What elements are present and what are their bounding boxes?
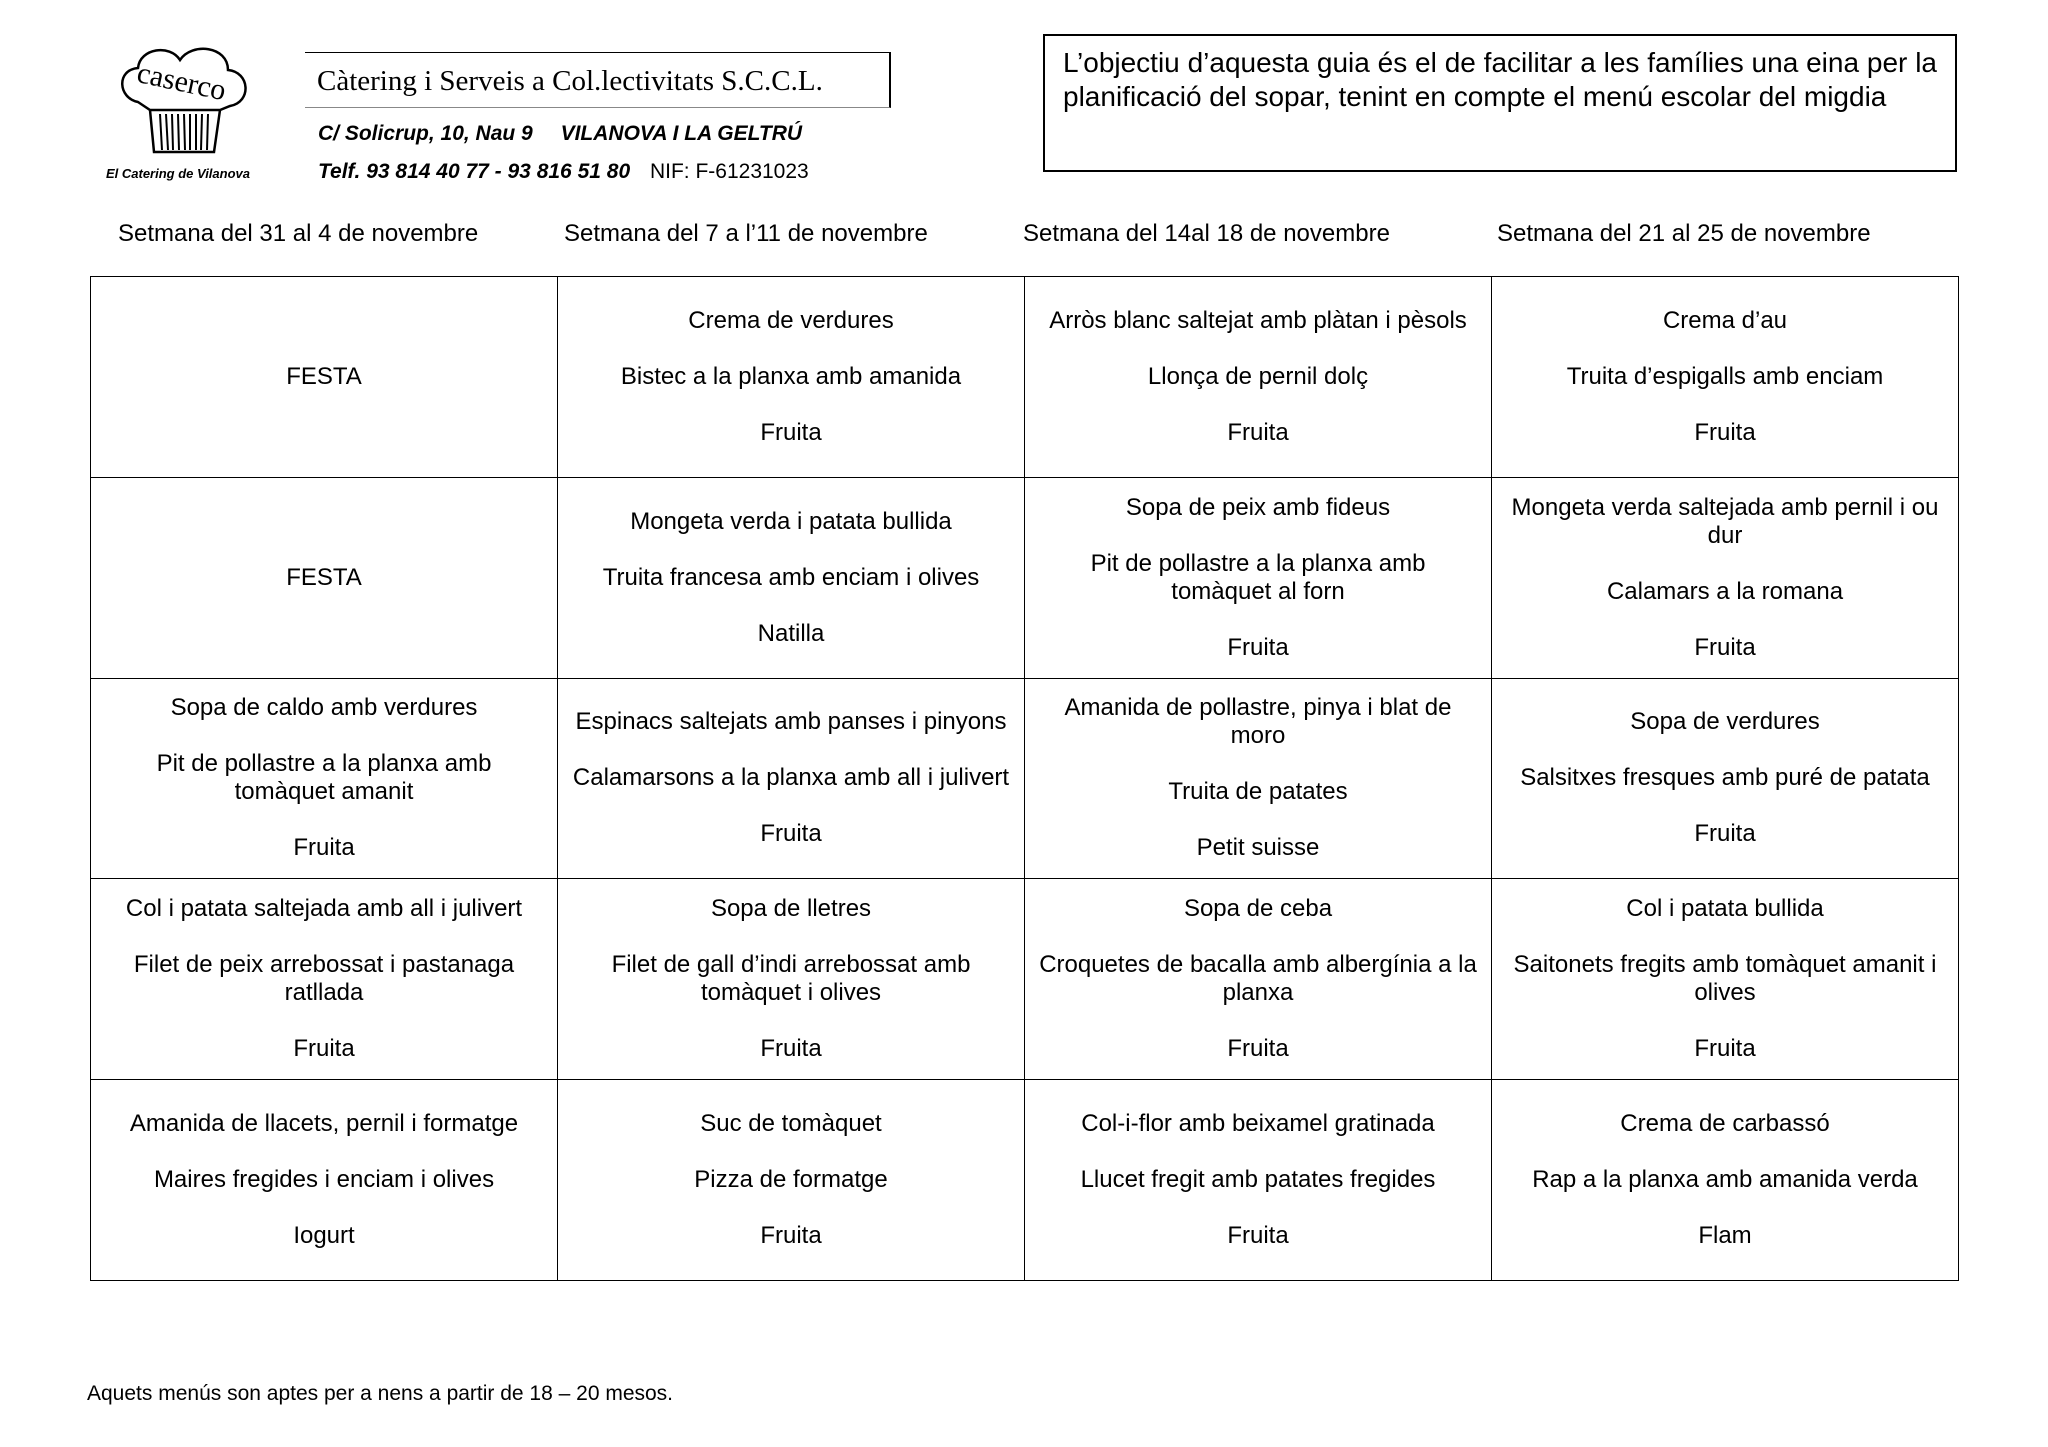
menu-dish: Sopa de caldo amb verdures bbox=[170, 694, 478, 722]
menu-cell bbox=[1492, 1080, 1959, 1281]
menu-dish: Fruita bbox=[760, 1035, 822, 1063]
menu-dish: Crema de verdures bbox=[688, 306, 894, 334]
menu-dish: Truita de patates bbox=[1168, 778, 1348, 806]
menu-dish: Fruita bbox=[1694, 1035, 1756, 1063]
menu-row bbox=[91, 879, 1959, 1080]
menu-dish: Fruita bbox=[760, 418, 822, 446]
menu-dish: Llucet fregit amb patates fregides bbox=[1080, 1166, 1436, 1194]
guide-purpose-notice: L’objectiu d’aquesta guia és el de facilitar a les famílies una eina per la planificació del sopar, tenint en compte el menú escolar del migdia bbox=[1043, 34, 1957, 172]
menu-dish: Pit de pollastre a la planxa amb tomàquet al forn bbox=[1090, 549, 1426, 605]
menu-dish: Filet de peix arrebossat i pastanaga ratllada bbox=[133, 951, 515, 1007]
menu-cell bbox=[1025, 879, 1492, 1080]
menu-cell bbox=[558, 477, 1025, 678]
menu-dish: Fruita bbox=[1694, 820, 1756, 848]
menu-dish: Espinacs saltejats amb panses i pinyons bbox=[575, 708, 1007, 736]
menu-dish: Pit de pollastre a la planxa amb tomàquet amanit bbox=[156, 750, 492, 806]
menu-dish: Fruita bbox=[1227, 633, 1289, 661]
menu-cell bbox=[558, 1080, 1025, 1281]
menu-dish: Saitonets fregits amb tomàquet amanit i olives bbox=[1513, 951, 1937, 1007]
menu-cell bbox=[91, 1080, 558, 1281]
nif-number: NIF: F-61231023 bbox=[649, 160, 809, 183]
menu-cell bbox=[558, 879, 1025, 1080]
menu-cell bbox=[1492, 879, 1959, 1080]
menu-dish: Llonça de pernil dolç bbox=[1147, 362, 1369, 390]
menu-dish: Col i patata bullida bbox=[1626, 895, 1824, 923]
menu-dish: Fruita bbox=[293, 1035, 355, 1063]
menu-cell bbox=[1025, 277, 1492, 478]
menu-cell bbox=[91, 477, 558, 678]
menu-dish: Maires fregides i enciam i olives bbox=[153, 1166, 495, 1194]
menu-dish: Sopa de ceba bbox=[1183, 895, 1333, 923]
menu-dish: Fruita bbox=[1227, 1222, 1289, 1250]
menu-dish: Col i patata saltejada amb all i julivert bbox=[125, 895, 523, 923]
menu-dish: Fruita bbox=[760, 820, 822, 848]
menu-dish: Truita d’espigalls amb enciam bbox=[1566, 362, 1884, 390]
company-address bbox=[318, 122, 824, 146]
week-header-2: Setmana del 7 a l’11 de novembre bbox=[564, 220, 928, 247]
menu-row bbox=[91, 678, 1959, 879]
menu-dish: Pizza de formatge bbox=[694, 1166, 888, 1194]
menu-cell bbox=[558, 678, 1025, 879]
menu-dish: Filet de gall d’indi arrebossat amb tomàquet i olives bbox=[611, 951, 971, 1007]
menu-dish: Sopa de peix amb fideus bbox=[1125, 493, 1391, 521]
menu-dish: Amanida de llacets, pernil i formatge bbox=[129, 1110, 519, 1138]
menu-dish: Natilla bbox=[757, 619, 825, 647]
menu-dish: Crema d’au bbox=[1662, 306, 1788, 334]
chef-hat-logo-icon bbox=[110, 40, 260, 165]
address-city: VILANOVA I LA GELTRÚ bbox=[560, 122, 803, 145]
phone-numbers: Telf. 93 814 40 77 - 93 816 51 80 bbox=[318, 160, 631, 183]
menu-dish: Iogurt bbox=[293, 1222, 355, 1250]
menu-cell bbox=[1025, 1080, 1492, 1281]
menu-dish: Fruita bbox=[760, 1222, 822, 1250]
menu-dish: Amanida de pollastre, pinya i blat de moro bbox=[1064, 694, 1452, 750]
menu-dish: Crema de carbassó bbox=[1620, 1110, 1830, 1138]
menu-dish: Salsitxes fresques amb puré de patata bbox=[1520, 764, 1930, 792]
menu-dish: Suc de tomàquet bbox=[700, 1110, 882, 1138]
menu-cell bbox=[91, 678, 558, 879]
menu-dish: Fruita bbox=[1227, 418, 1289, 446]
menu-dish: FESTA bbox=[286, 362, 362, 390]
menu-dish: Fruita bbox=[1694, 633, 1756, 661]
menu-dish: Flam bbox=[1698, 1222, 1752, 1250]
menu-dish: Truita francesa amb enciam i olives bbox=[602, 563, 980, 591]
menu-dish: Col-i-flor amb beixamel gratinada bbox=[1081, 1110, 1435, 1138]
menu-dish: Fruita bbox=[1694, 418, 1756, 446]
menu-cell bbox=[91, 277, 558, 478]
logo-text: caserco bbox=[134, 56, 229, 108]
menu-cell bbox=[1492, 277, 1959, 478]
week-header-1: Setmana del 31 al 4 de novembre bbox=[118, 220, 479, 247]
week-header-3: Setmana del 14al 18 de novembre bbox=[1023, 220, 1390, 247]
menu-dish: Croquetes de bacalla amb albergínia a la planxa bbox=[1039, 951, 1477, 1007]
menu-dish: Fruita bbox=[293, 834, 355, 862]
menu-dish: Sopa de verdures bbox=[1630, 708, 1820, 736]
company-logo bbox=[88, 40, 268, 185]
menu-dish: Calamarsons a la planxa amb all i julivert bbox=[572, 764, 1010, 792]
company-name: Càtering i Serveis a Col.lectivitats S.C.C.L. bbox=[305, 52, 891, 108]
address-street: C/ Solicrup, 10, Nau 9 bbox=[318, 122, 533, 145]
menu-row bbox=[91, 1080, 1959, 1281]
week-header-4: Setmana del 21 al 25 de novembre bbox=[1497, 220, 1871, 247]
menu-cell bbox=[91, 879, 558, 1080]
menu-dish: Mongeta verda i patata bullida bbox=[630, 507, 952, 535]
menu-cell bbox=[1492, 678, 1959, 879]
menu-dish: Rap a la planxa amb amanida verda bbox=[1532, 1166, 1918, 1194]
menu-cell bbox=[1025, 477, 1492, 678]
menu-dish: Fruita bbox=[1227, 1035, 1289, 1063]
menu-dish: Bistec a la planxa amb amanida bbox=[620, 362, 962, 390]
menu-dish: FESTA bbox=[286, 563, 362, 591]
company-contact bbox=[318, 160, 809, 184]
menu-table bbox=[90, 276, 1959, 1281]
menu-dish: Sopa de lletres bbox=[710, 895, 872, 923]
menu-cell bbox=[558, 277, 1025, 478]
menu-dish: Petit suisse bbox=[1196, 834, 1320, 862]
menu-dish: Arròs blanc saltejat amb plàtan i pèsols bbox=[1049, 306, 1467, 334]
age-footnote: Aquets menús son aptes per a nens a partir de 18 – 20 mesos. bbox=[87, 1382, 674, 1405]
menu-row bbox=[91, 477, 1959, 678]
menu-dish: Mongeta verda saltejada amb pernil i ou dur bbox=[1511, 493, 1939, 549]
logo-caption: El Catering de Vilanova bbox=[105, 166, 250, 181]
menu-row bbox=[91, 277, 1959, 478]
menu-cell bbox=[1492, 477, 1959, 678]
menu-dish: Calamars a la romana bbox=[1606, 577, 1844, 605]
menu-cell bbox=[1025, 678, 1492, 879]
